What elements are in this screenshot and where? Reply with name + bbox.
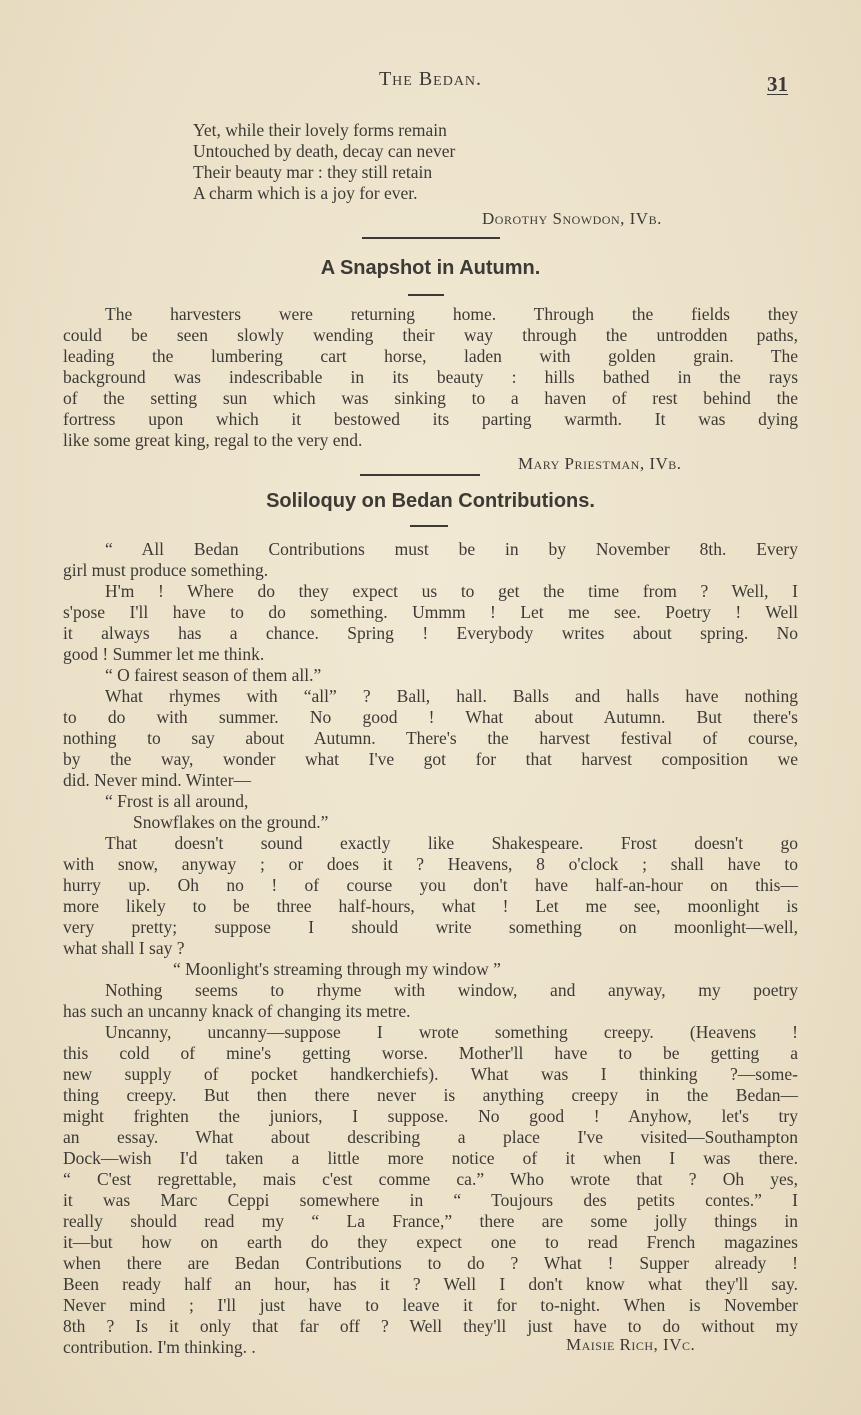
text-line: by the way, wonder what I've got for that harvest composition we — [63, 749, 798, 769]
text-line: it—but how on earth do they expect one to read French magazines — [63, 1232, 798, 1252]
text-line: really should read my “ La France,” there are some jolly things in — [63, 1211, 798, 1231]
text-line: “ C'est regrettable, mais c'est comme ca.” Who wrote that ? Oh yes, — [63, 1169, 798, 1189]
poem-line: A charm which is a joy for ever. — [193, 183, 418, 203]
text-line: s'pose I'll have to do something. Ummm ! Let me see. Poetry ! Well — [63, 602, 798, 622]
text-line: this cold of mine's getting worse. Mother'll have to be getting a — [63, 1043, 798, 1063]
poem-signature: Dorothy Snowdon, IVb. — [482, 209, 662, 228]
text-line: nothing to say about Autumn. There's the harvest festival of course, — [63, 728, 798, 748]
text-line: when there are Bedan Contributions to do ? What ! Supper already ! — [63, 1253, 798, 1273]
snapshot-signature: Mary Priestman, IVb. — [518, 454, 682, 473]
text-line: “ Moonlight's streaming through my window ” — [173, 959, 501, 979]
poem-stanza — [193, 120, 713, 204]
text-line: leading the lumbering cart horse, laden with golden grain. The — [63, 346, 798, 366]
text-line: Never mind ; I'll just have to leave it for to-night. When is November — [63, 1295, 798, 1315]
text-line: could be seen slowly wending their way through the untrodden paths, — [63, 325, 798, 345]
text-line: Dock—wish I'd taken a little more notice of it when I was there. — [63, 1148, 798, 1168]
soliloquy-body — [63, 539, 798, 1358]
text-line: what shall I say ? — [63, 938, 185, 958]
text-line: an essay. What about describing a place I've visited—Southampton — [63, 1127, 798, 1147]
text-line: new supply of pocket handkerchiefs). What was I thinking ?—some- — [63, 1064, 798, 1084]
text-line: Been ready half an hour, has it ? Well I don't know what they'll say. — [63, 1274, 798, 1294]
text-line: thing creepy. But then there never is anything creepy in the Bedan— — [63, 1085, 798, 1105]
text-line: 8th ? Is it only that far off ? Well they'll just have to do without my — [63, 1316, 798, 1336]
text-line: fortress upon which it bestowed its parting warmth. It was dying — [63, 409, 798, 429]
title-rule — [408, 294, 444, 296]
snapshot-paragraph — [63, 304, 798, 451]
text-line: did. Never mind. Winter— — [63, 770, 252, 790]
text-line: contribution. I'm thinking. . — [63, 1337, 256, 1357]
poem-line: Their beauty mar : they still retain — [193, 162, 433, 182]
text-line: more likely to be three half-hours, what ! Let me see, moonlight is — [63, 896, 798, 916]
running-title: The Bedan. — [378, 68, 483, 90]
section-title-soliloquy: Soliloquy on Bedan Contributions. — [266, 490, 595, 512]
text-line: very pretty; suppose I should write something on moonlight—well, — [63, 917, 798, 937]
text-line: What rhymes with “all” ? Ball, hall. Balls and halls have nothing — [105, 686, 798, 706]
text-line: might frighten the juniors, I suppose. No good ! Anyhow, let's try — [63, 1106, 798, 1126]
text-line: girl must produce something. — [63, 560, 269, 580]
text-line: to do with summer. No good ! What about Autumn. But there's — [63, 707, 798, 727]
text-line: it was Marc Ceppi somewhere in “ Toujours des petits contes.” I — [63, 1190, 798, 1210]
text-line: it always has a chance. Spring ! Everybody writes about spring. No — [63, 623, 798, 643]
text-line: H'm ! Where do they expect us to get the time from ? Well, I — [105, 581, 798, 601]
text-line: That doesn't sound exactly like Shakespeare. Frost doesn't go — [105, 833, 798, 853]
text-line: Uncanny, uncanny—suppose I wrote something creepy. (Heavens ! — [105, 1022, 798, 1042]
text-line: Snowflakes on the ground.” — [133, 812, 329, 832]
text-line: hurry up. Oh no ! of course you don't have half-an-hour on this— — [63, 875, 798, 895]
text-line: with snow, anyway ; or does it ? Heavens, 8 o'clock ; shall have to — [63, 854, 798, 874]
text-line: of the setting sun which was sinking to a haven of rest behind the — [63, 388, 798, 408]
text-line: good ! Summer let me think. — [63, 644, 265, 664]
text-line: “ O fairest season of them all.” — [105, 665, 322, 685]
section-divider — [360, 474, 480, 476]
text-line: Nothing seems to rhyme with window, and anyway, my poetry — [105, 980, 798, 1000]
text-line: has such an uncanny knack of changing its metre. — [63, 1001, 411, 1021]
page-number: 31 — [767, 72, 788, 96]
title-rule — [410, 525, 448, 527]
text-line: background was indescribable in its beauty : hills bathed in the rays — [63, 367, 798, 387]
text-line: The harvesters were returning home. Through the fields they — [105, 304, 798, 324]
text-line: like some great king, regal to the very end. — [63, 430, 363, 450]
poem-line: Untouched by death, decay can never — [193, 141, 456, 161]
section-divider — [362, 237, 500, 239]
soliloquy-signature: Maisie Rich, IVc. — [566, 1335, 696, 1354]
text-line: “ All Bedan Contributions must be in by November 8th. Every — [105, 539, 798, 559]
section-title-snapshot: A Snapshot in Autumn. — [320, 257, 541, 279]
text-line: “ Frost is all around, — [105, 791, 249, 811]
poem-line: Yet, while their lovely forms remain — [193, 120, 447, 140]
